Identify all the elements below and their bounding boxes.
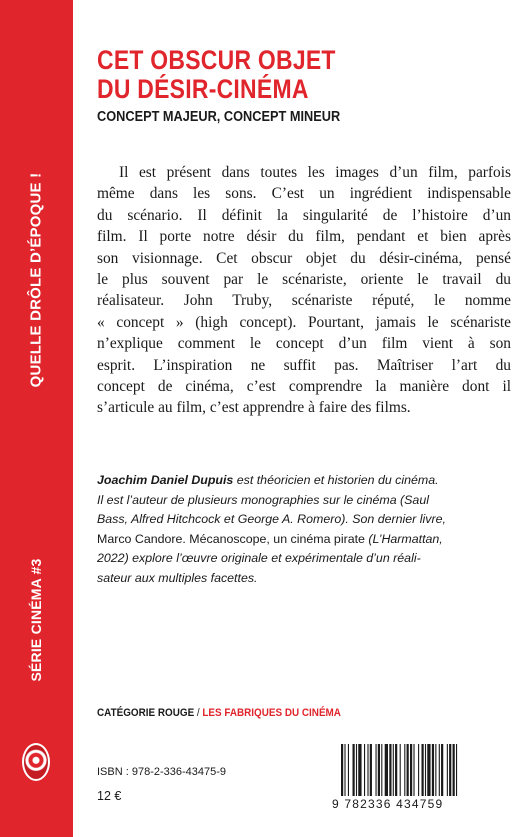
bio-line: Bass, Alfred Hitchcock et George A. Romero). Son dernier livre, xyxy=(97,512,446,527)
blurb xyxy=(97,162,511,419)
blurb-line: même dans les sons. C’est un ingrédient indispensable xyxy=(97,185,511,203)
blurb-line: s’articule au film, c’est apprendre à faire des films. xyxy=(97,399,411,417)
blurb-line: « concept » (high concept). Pourtant, jamais le scénariste xyxy=(97,313,511,331)
blurb-line: n’explique comment le concept d’un film vient à son xyxy=(97,335,511,353)
author-name: Joachim Daniel Dupuis xyxy=(97,473,234,487)
category-label: CATÉGORIE ROUGE xyxy=(97,707,195,719)
book-reference: Marco Candore. Mécanoscope, un cinéma pirate xyxy=(97,531,365,546)
collection-name: LES FABRIQUES DU CINÉMA xyxy=(202,707,341,719)
bio-line xyxy=(97,530,511,550)
barcode-digits: 9 782336 434759 xyxy=(332,797,444,811)
bio-line: Il est l’auteur de plusieurs monographies sur le cinéma (Saul xyxy=(97,492,429,507)
book-subtitle: CONCEPT MAJEUR, CONCEPT MINEUR xyxy=(97,109,341,125)
bio-line: 2022) explore l’œuvre originale et expérimentale d’un réali- xyxy=(97,551,421,566)
price-text: 12 € xyxy=(97,789,122,803)
blurb-line: concept de cinéma, c’est comprendre la manière dont il xyxy=(97,377,511,395)
bio-text: est théoricien et historien du cinéma. xyxy=(233,473,439,487)
author-bio xyxy=(97,471,511,589)
title-line: DU DÉSIR-CINÉMA xyxy=(97,74,309,104)
isbn-text: ISBN : 978-2-336-43475-9 xyxy=(97,766,227,778)
blurb-line: esprit. L’inspiration ne suffit pas. Maîtriser l’art du xyxy=(97,356,511,374)
publisher-logo-icon xyxy=(22,743,50,781)
bio-text: (L’Harmattan, xyxy=(364,531,443,546)
spine-collection-title: QUELLE DRÔLE D’ÉPOQUE ! xyxy=(27,172,45,388)
blurb-line: Il est présent dans toutes les images d’un film, parfois xyxy=(119,164,511,181)
blurb-line: du scénario. Il définit la singularité de l’histoire d’un xyxy=(97,206,511,224)
bio-line: sateur aux multiples facettes. xyxy=(97,570,258,585)
book-title xyxy=(97,46,437,104)
collection-label xyxy=(97,707,341,719)
blurb-line: réalisateur. John Truby, scénariste réputé, le nomme xyxy=(97,292,511,310)
title-line: CET OBSCUR OBJET xyxy=(97,45,336,75)
barcode-icon xyxy=(339,744,503,796)
blurb-line: film. Il porte notre désir du film, pendant et bien après xyxy=(97,228,511,246)
blurb-line: son visionnage. Cet obscur objet du désir-cinéma, pensé xyxy=(97,249,511,267)
blurb-line: le plus souvent par le scénariste, oriente le travail du xyxy=(97,270,511,288)
spine-series-label: SÉRIE CINÉMA #3 xyxy=(28,558,44,682)
collection-separator: / xyxy=(196,707,200,719)
bio-line xyxy=(97,471,511,491)
spine-band xyxy=(0,0,73,837)
